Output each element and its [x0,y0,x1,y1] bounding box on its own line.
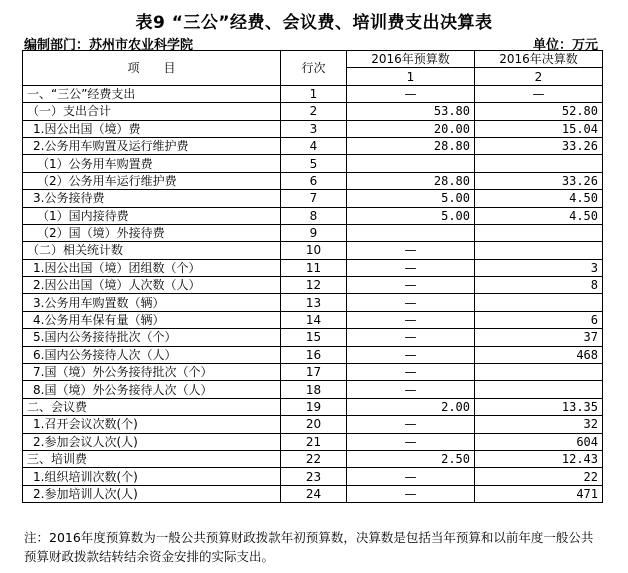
header-budget-no: 1 [347,68,475,85]
row-line-no: 22 [281,450,347,467]
row-budget-value: — [347,311,475,328]
row-budget-value: — [347,433,475,450]
table-body [23,85,603,502]
row-final-value: 8 [475,277,603,294]
row-item-name: 2.参加培训人次(人) [23,485,281,502]
row-final-value: 15.04 [475,120,603,137]
table-row [23,433,603,450]
row-item-name: 7.国（境）外公务接待批次（个） [23,364,281,381]
row-budget-value: 28.80 [347,172,475,189]
row-budget-value: 5.00 [347,207,475,224]
row-line-no: 13 [281,294,347,311]
row-line-no: 19 [281,398,347,415]
row-budget-value: — [347,346,475,363]
expenditure-table [22,50,603,503]
row-item-name: 2.公务用车购置及运行维护费 [23,137,281,154]
row-final-value [475,364,603,381]
row-budget-value: — [347,259,475,276]
header-final: 2016年决算数 [475,51,603,68]
row-final-value [475,294,603,311]
row-budget-value: — [347,416,475,433]
row-item-name: 5.国内公务接待批次（个） [23,329,281,346]
table-row [23,329,603,346]
row-line-no: 12 [281,277,347,294]
row-item-name: （二）相关统计数 [23,242,281,259]
row-final-value [475,155,603,172]
row-line-no: 23 [281,468,347,485]
table-row [23,103,603,120]
table-row [23,207,603,224]
header-item: 项 目 [23,51,281,86]
row-budget-value [347,224,475,241]
row-item-name: 1.因公出国（境）团组数（个） [23,259,281,276]
row-budget-value: — [347,242,475,259]
row-item-name: 1.召开会议次数(个) [23,416,281,433]
row-budget-value: 2.50 [347,450,475,467]
row-budget-value: — [347,485,475,502]
row-item-name: 3.公务用车购置数（辆） [23,294,281,311]
row-item-name: 2.因公出国（境）人次数（人） [23,277,281,294]
row-item-name: 3.公务接待费 [23,190,281,207]
row-final-value: 22 [475,468,603,485]
row-line-no: 5 [281,155,347,172]
row-item-name: 4.公务用车保有量（辆） [23,311,281,328]
row-item-name: 三、培训费 [23,450,281,467]
row-final-value [475,381,603,398]
footnote: 注：2016年度预算数为一般公共预算财政拨款年初预算数，决算数是包括当年预算和以前年度一般公共预算财政拨款结转结余资金安排的实际支出。 [24,530,594,564]
row-final-value: 3 [475,259,603,276]
header-budget: 2016年预算数 [347,51,475,68]
row-item-name: 1.因公出国（境）费 [23,120,281,137]
row-item-name: 6.国内公务接待人次（人） [23,346,281,363]
row-item-name: 一、“三公”经费支出 [23,85,281,102]
table-row [23,416,603,433]
row-line-no: 7 [281,190,347,207]
row-final-value: 37 [475,329,603,346]
row-line-no: 10 [281,242,347,259]
row-line-no: 17 [281,364,347,381]
row-budget-value: — [347,277,475,294]
table-row [23,259,603,276]
row-item-name: 1.组织培训次数(个) [23,468,281,485]
table-row [23,224,603,241]
row-line-no: 3 [281,120,347,137]
row-final-value: 6 [475,311,603,328]
row-budget-value: — [347,294,475,311]
row-item-name: 二、会议费 [23,398,281,415]
table-row [23,468,603,485]
row-item-name: （1）公务用车购置费 [23,155,281,172]
row-final-value: 4.50 [475,190,603,207]
row-budget-value: 28.80 [347,137,475,154]
table-row [23,137,603,154]
row-final-value: — [475,85,603,102]
row-final-value: 33.26 [475,137,603,154]
row-line-no: 4 [281,137,347,154]
table-row [23,85,603,102]
row-line-no: 9 [281,224,347,241]
row-final-value: 471 [475,485,603,502]
unit-label: 单位：万元 [532,38,598,53]
row-line-no: 1 [281,85,347,102]
row-line-no: 16 [281,346,347,363]
row-line-no: 2 [281,103,347,120]
row-final-value: 12.43 [475,450,603,467]
compiling-unit: 编制部门：苏州市农业科学院 [24,38,194,53]
row-line-no: 6 [281,172,347,189]
row-budget-value [347,155,475,172]
row-budget-value: — [347,381,475,398]
row-item-name: （2）公务用车运行维护费 [23,172,281,189]
row-item-name: （1）国内接待费 [23,207,281,224]
row-budget-value: — [347,85,475,102]
row-line-no: 15 [281,329,347,346]
table-row [23,172,603,189]
row-item-name: （一）支出合计 [23,103,281,120]
row-line-no: 8 [281,207,347,224]
row-line-no: 11 [281,259,347,276]
row-item-name: 2.参加会议人次(人) [23,433,281,450]
row-budget-value: — [347,364,475,381]
row-budget-value: 2.00 [347,398,475,415]
row-budget-value: — [347,329,475,346]
table-row [23,120,603,137]
row-line-no: 21 [281,433,347,450]
row-line-no: 24 [281,485,347,502]
row-budget-value: 5.00 [347,190,475,207]
header-row [23,51,603,68]
row-final-value: 32 [475,416,603,433]
table-row [23,294,603,311]
table-row [23,190,603,207]
row-final-value: 52.80 [475,103,603,120]
header-line-no: 行次 [281,51,347,86]
table-row [23,450,603,467]
row-final-value: 4.50 [475,207,603,224]
report-title: 表9 “三公”经费、会议费、培训费支出决算表 [135,13,493,33]
table-row [23,398,603,415]
row-line-no: 20 [281,416,347,433]
table-row [23,277,603,294]
header-final-no: 2 [475,68,603,85]
row-final-value: 604 [475,433,603,450]
table-row [23,346,603,363]
table-row [23,364,603,381]
row-item-name: （2）国（境）外接待费 [23,224,281,241]
row-budget-value: — [347,468,475,485]
row-final-value [475,242,603,259]
row-final-value [475,224,603,241]
table-row [23,311,603,328]
row-final-value: 468 [475,346,603,363]
row-line-no: 18 [281,381,347,398]
table-row [23,485,603,502]
table-row [23,381,603,398]
row-budget-value: 20.00 [347,120,475,137]
row-item-name: 8.国（境）外公务接待人次（人） [23,381,281,398]
row-budget-value: 53.80 [347,103,475,120]
row-final-value: 13.35 [475,398,603,415]
table-row [23,242,603,259]
row-line-no: 14 [281,311,347,328]
row-final-value: 33.26 [475,172,603,189]
table-row [23,155,603,172]
